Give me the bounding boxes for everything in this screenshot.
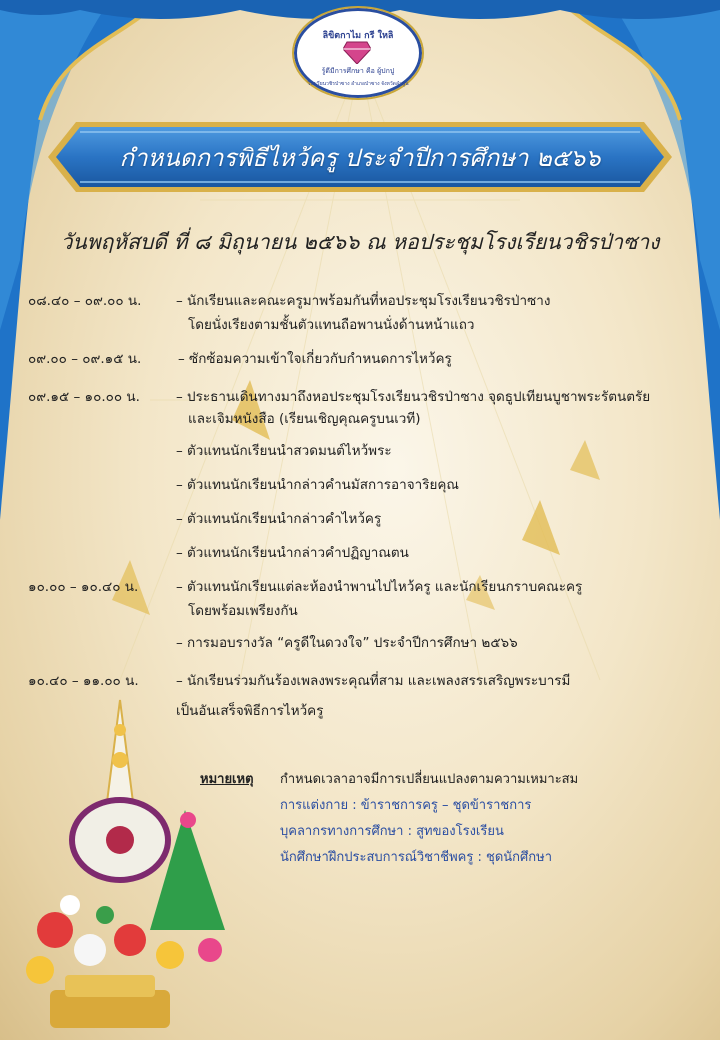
schedule-time: ๐๙.๑๕ – ๑๐.๐๐ น. bbox=[28, 389, 140, 405]
schedule-time: ๑๐.๔๐ – ๑๑.๐๐ น. bbox=[28, 673, 139, 689]
schedule-time: ๐๘.๔๐ – ๐๙.๐๐ น. bbox=[28, 293, 142, 309]
logo-bottom-text: โรงเรียนวชิรป่าซาง อำเภอป่าซาง จังหวัดลำพูน bbox=[307, 81, 409, 87]
page-title: กำหนดการพิธีไหว้ครู ประจำปีการศึกษา ๒๕๖๖ bbox=[119, 143, 601, 172]
diamond-icon bbox=[343, 40, 371, 64]
event-date-location: วันพฤหัสบดี ที่ ๘ มิถุนายน ๒๕๖๖ ณ หอประชุมโรงเรียนวชิรป่าซาง bbox=[60, 230, 660, 254]
schedule-time: ๑๐.๐๐ – ๑๐.๔๐ น. bbox=[28, 579, 139, 595]
schedule-desc: โดยนั่งเรียงตามชั้นตัวแทนถือพานนั่งด้านหน้าแถว bbox=[188, 317, 475, 333]
logo-top-text: ลิขิตกาไม กรี ใหลิ bbox=[322, 31, 394, 41]
schedule-desc: – ตัวแทนนักเรียนนำกล่าวคำไหว้ครู bbox=[176, 511, 382, 527]
schedule-desc: – ตัวแทนนักเรียนนำสวดมนต์ไหว้พระ bbox=[176, 443, 392, 459]
schedule-desc: – นักเรียนร่วมกันร้องเพลงพระคุณที่สาม และเพลงสรรเสริญพระบารมี bbox=[176, 673, 571, 689]
dress-code-line: การแต่งกาย : ข้าราชการครู – ชุดข้าราชการ bbox=[280, 798, 532, 813]
schedule-desc: – การมอบรางวัล “ครูดีในดวงใจ” ประจำปีการศึกษา ๒๕๖๖ bbox=[176, 635, 518, 651]
schedule-desc: – ประธานเดินทางมาถึงหอประชุมโรงเรียนวชิรป่าซาง จุดธูปเทียนบูชาพระรัตนตรัย bbox=[176, 389, 651, 405]
notes-line: กำหนดเวลาอาจมีการเปลี่ยนแปลงตามความเหมาะสม bbox=[280, 772, 579, 787]
schedule-desc: – นักเรียนและคณะครูมาพร้อมกันที่หอประชุมโรงเรียนวชิรป่าซาง bbox=[176, 293, 551, 309]
schedule-desc: – ซักซ้อมความเข้าใจเกี่ยวกับกำหนดการไหว้ครู bbox=[178, 351, 452, 367]
flower-offering-image bbox=[10, 690, 250, 1035]
schedule-desc: และเจิมหนังสือ (เรียนเชิญคุณครูบนเวที) bbox=[188, 411, 421, 427]
schedule-desc: – ตัวแทนนักเรียนนำกล่าวคำนมัสการอาจาริยคุณ bbox=[176, 477, 459, 493]
dress-code-line: นักศึกษาฝึกประสบการณ์วิชาชีพครู : ชุดนักศึกษา bbox=[280, 850, 553, 865]
dress-code-line: บุคลากรทางการศึกษา : สูทของโรงเรียน bbox=[280, 824, 504, 839]
curtain-left bbox=[0, 0, 160, 520]
schedule-desc: – ตัวแทนนักเรียนแต่ละห้องนำพานไปไหว้ครู และนักเรียนกราบคณะครู bbox=[176, 579, 583, 595]
schedule-desc: เป็นอันเสร็จพิธีการไหว้ครู bbox=[176, 703, 324, 719]
notes-label: หมายเหตุ bbox=[200, 772, 254, 787]
school-logo bbox=[292, 6, 424, 100]
logo-mid-text: รู้ดีมีการศึกษา คือ ผู้ปกปู bbox=[321, 67, 395, 75]
schedule-time: ๐๙.๐๐ – ๐๙.๑๕ น. bbox=[28, 351, 142, 367]
schedule-desc: โดยพร้อมเพรียงกัน bbox=[188, 603, 298, 619]
schedule-desc: – ตัวแทนนักเรียนนำกล่าวคำปฏิญาณตน bbox=[176, 545, 409, 561]
